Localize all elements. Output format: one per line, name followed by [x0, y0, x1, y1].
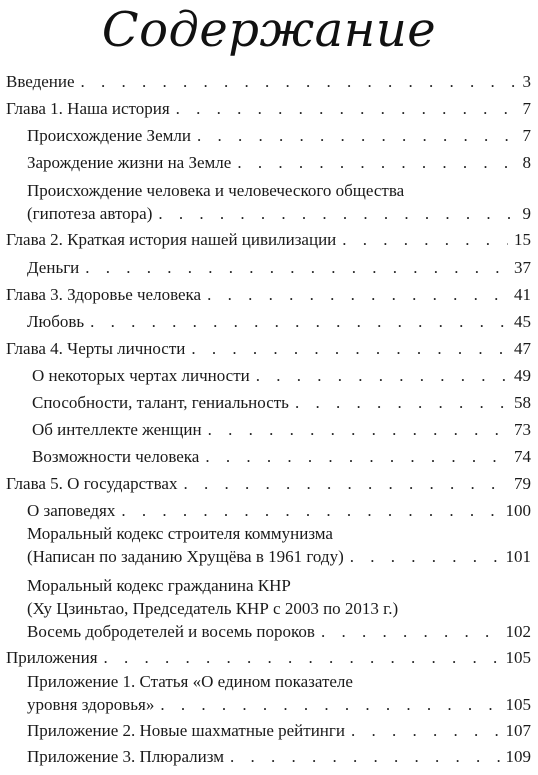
toc-entry-title: Глава 5. О государствах — [6, 474, 178, 493]
toc-entry-title: Об интеллекте женщин — [32, 420, 202, 439]
toc-page-number: 45 — [514, 312, 531, 331]
dot-leader — [230, 745, 500, 768]
toc-entry-title: Глава 2. Краткая история нашей цивилизации — [6, 230, 337, 249]
toc-entry-title: (Написан по заданию Хрущёва в 1961 году) — [27, 547, 344, 566]
dot-leader — [85, 256, 508, 279]
dot-leader — [237, 151, 516, 174]
toc-entry-title: Глава 1. Наша история — [6, 99, 170, 118]
dot-leader — [207, 283, 508, 306]
toc-page-number: 7 — [522, 126, 531, 145]
toc-entry-womens-intellect[interactable] — [32, 418, 531, 441]
toc-entry-chapter-1[interactable] — [6, 97, 531, 120]
toc-page-number: 105 — [505, 648, 531, 667]
toc-entry-love[interactable] — [27, 310, 531, 333]
toc-entry-moral-code-communism[interactable] — [27, 522, 531, 568]
dot-leader — [104, 646, 500, 669]
toc-entry-introduction[interactable] — [6, 70, 531, 93]
dot-leader — [342, 228, 508, 251]
toc-entry-origin-of-earth[interactable] — [27, 124, 531, 147]
toc-entry-title-line: Происхождение человека и человеческого общества — [27, 181, 405, 200]
toc-entry-title-line: Приложение 1. Статья «О едином показателе — [27, 672, 353, 691]
toc-page-number: 58 — [514, 393, 531, 412]
toc-page-number: 41 — [514, 285, 531, 304]
dot-leader — [205, 445, 508, 468]
toc-page-number: 102 — [505, 622, 531, 641]
dot-leader — [350, 545, 500, 568]
toc-entry-title: Происхождение Земли — [27, 126, 191, 145]
toc-entry-title: Приложение 3. Плюрализм — [27, 747, 224, 766]
toc-entry-title-line: Моральный кодекс строителя коммунизма — [27, 524, 333, 543]
toc-entry-appendix-2[interactable] — [27, 719, 531, 742]
toc-entry-title: О заповедях — [27, 501, 116, 520]
toc-page-number: 9 — [522, 204, 531, 223]
dot-leader — [197, 124, 517, 147]
page-title: Содержание — [101, 2, 437, 58]
dot-leader — [191, 337, 508, 360]
toc-entry-title-line: Моральный кодекс гражданина КНР — [27, 576, 291, 595]
toc-entry-title: Глава 4. Черты личности — [6, 339, 186, 358]
toc-entry-title: Приложение 2. Новые шахматные рейтинги — [27, 721, 345, 740]
toc-page-number: 3 — [522, 72, 531, 91]
toc-page-number: 101 — [505, 547, 531, 566]
toc-page-number: 100 — [505, 501, 531, 520]
dot-leader — [351, 719, 500, 742]
dot-leader — [183, 472, 508, 495]
dot-leader — [208, 418, 508, 441]
toc-entry-title: Глава 3. Здоровье человека — [6, 285, 202, 304]
toc-page-number: 7 — [522, 99, 531, 118]
toc-page-number: 74 — [514, 447, 531, 466]
toc-page-number: 73 — [514, 420, 531, 439]
toc-page-number: 47 — [514, 339, 531, 358]
toc-entry-title-line: (Ху Цзиньтао, Председатель КНР с 2003 по 2013 г.) — [27, 599, 399, 618]
toc-entry-title: Введение — [6, 72, 75, 91]
toc-entry-chapter-3[interactable] — [6, 283, 531, 306]
toc-page-number: 105 — [505, 695, 531, 714]
toc-page-number: 37 — [514, 258, 531, 277]
toc-entry-appendix-1[interactable] — [27, 670, 531, 716]
toc-entry-money[interactable] — [27, 256, 531, 279]
dot-leader — [158, 202, 516, 225]
toc-entry-title: уровня здоровья» — [27, 695, 155, 714]
dot-leader — [256, 364, 508, 387]
dot-leader — [321, 620, 500, 643]
toc-entry-title: Деньги — [27, 258, 80, 277]
toc-page-number: 79 — [514, 474, 531, 493]
toc-entry-chapter-2[interactable] — [6, 228, 531, 251]
toc-entry-origin-of-life[interactable] — [27, 151, 531, 174]
toc-entry-title: Зарождение жизни на Земле — [27, 153, 232, 172]
toc-entry-abilities[interactable] — [32, 391, 531, 414]
toc-entry-title: Способности, талант, гениальность — [32, 393, 289, 412]
toc-entry-title: Восемь добродетелей и восемь пороков — [27, 622, 315, 641]
toc-entry-chapter-4[interactable] — [6, 337, 531, 360]
toc-page-number: 15 — [514, 230, 531, 249]
toc-entry-commandments[interactable] — [27, 499, 531, 522]
toc-entry-appendices[interactable] — [6, 646, 531, 669]
toc-entry-personality-traits[interactable] — [32, 364, 531, 387]
toc-entry-title: Любовь — [27, 312, 85, 331]
dot-leader — [121, 499, 499, 522]
dot-leader — [176, 97, 517, 120]
dot-leader — [81, 70, 517, 93]
toc-entry-title: Возможности человека — [32, 447, 200, 466]
toc-entry-title: Приложения — [6, 648, 98, 667]
toc-entry-moral-code-prc[interactable] — [27, 574, 531, 643]
toc-page-number: 107 — [505, 721, 531, 740]
dot-leader — [160, 693, 499, 716]
toc-entry-origin-of-humans[interactable] — [27, 179, 531, 225]
toc-entry-title: О некоторых чертах личности — [32, 366, 250, 385]
toc-entry-chapter-5[interactable] — [6, 472, 531, 495]
toc-page-number: 8 — [522, 153, 531, 172]
toc-page-number: 49 — [514, 366, 531, 385]
dot-leader — [90, 310, 508, 333]
toc-entry-title: (гипотеза автора) — [27, 204, 153, 223]
toc-entry-appendix-3[interactable] — [27, 745, 531, 768]
dot-leader — [295, 391, 508, 414]
toc-entry-human-capabilities[interactable] — [32, 445, 531, 468]
toc-page-number: 109 — [505, 747, 531, 766]
